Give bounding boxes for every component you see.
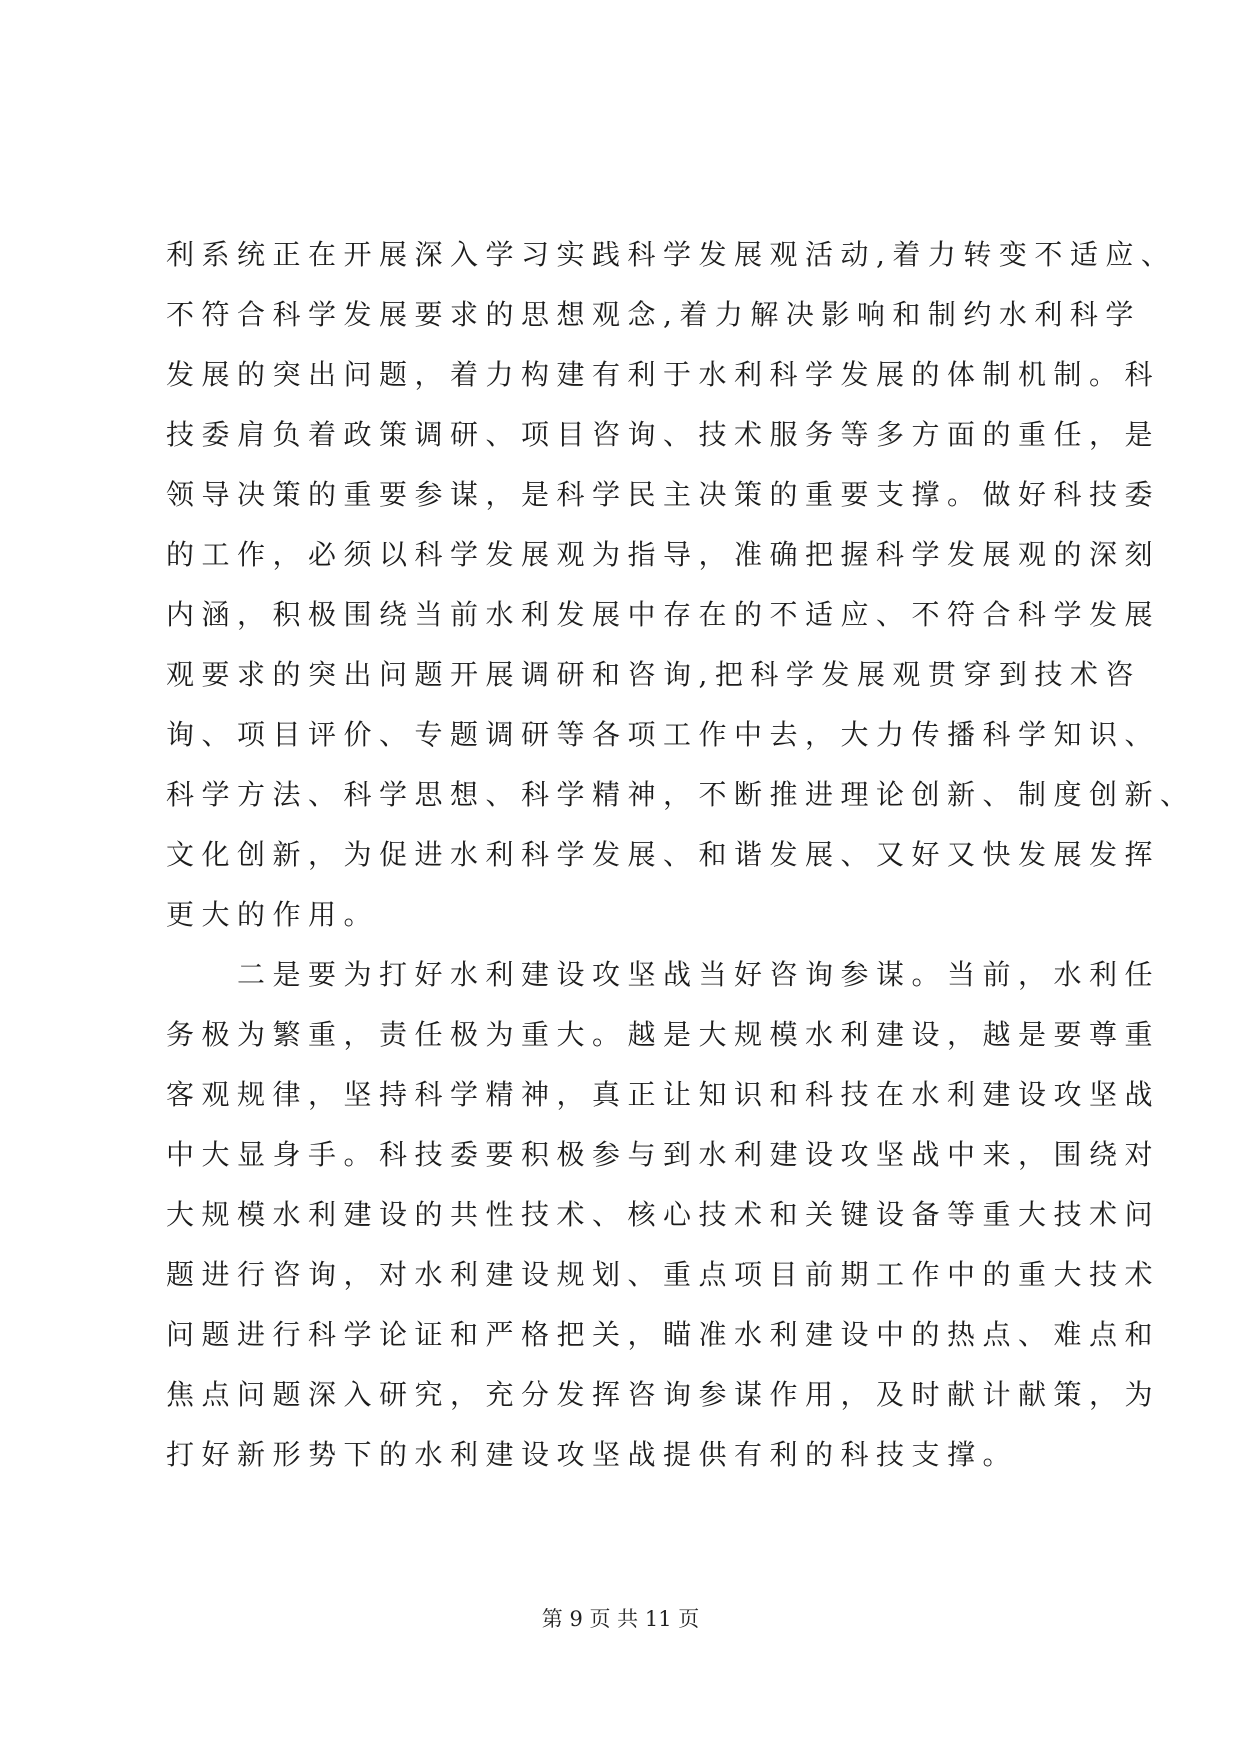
text-line: 内涵，积极围绕当前水利发展中存在的不适应、不符合科学发展 [166, 598, 1161, 631]
text-line: 务极为繁重，责任极为重大。越是大规模水利建设，越是要尊重 [166, 1018, 1161, 1051]
text-line: 中大显身手。科技委要积极参与到水利建设攻坚战中来，围绕对 [166, 1138, 1161, 1171]
text-line: 科学方法、科学思想、科学精神，不断推进理论创新、制度创新、 [166, 778, 1196, 811]
text-line: 问题进行科学论证和严格把关，瞄准水利建设中的热点、难点和 [166, 1318, 1161, 1351]
text-line: 打好新形势下的水利建设攻坚战提供有利的科技支撑。 [166, 1438, 1019, 1471]
text-line: 不符合科学发展要求的思想观念,着力解决影响和制约水利科学 [166, 298, 1141, 331]
text-line: 更大的作用。 [166, 898, 380, 931]
text-line: 发展的突出问题，着力构建有利于水利科学发展的体制机制。科 [166, 358, 1161, 391]
text-line: 文化创新，为促进水利科学发展、和谐发展、又好又快发展发挥 [166, 838, 1161, 871]
text-line: 询、项目评价、专题调研等各项工作中去，大力传播科学知识、 [166, 718, 1161, 751]
text-line: 利系统正在开展深入学习实践科学发展观活动,着力转变不适应、 [166, 238, 1177, 271]
text-line: 客观规律，坚持科学精神，真正让知识和科技在水利建设攻坚战 [166, 1078, 1161, 1111]
text-line: 焦点问题深入研究，充分发挥咨询参谋作用，及时献计献策，为 [166, 1378, 1161, 1411]
paragraph-first-line: 二是要为打好水利建设攻坚战当好咨询参谋。当前，水利任 [237, 958, 1161, 991]
text-line: 领导决策的重要参谋，是科学民主决策的重要支撑。做好科技委 [166, 478, 1161, 511]
text-line: 的工作，必须以科学发展观为指导，准确把握科学发展观的深刻 [166, 538, 1161, 571]
text-line: 观要求的突出问题开展调研和咨询,把科学发展观贯穿到技术咨 [166, 658, 1141, 691]
page-number-footer: 第 9 页 共 11 页 [541, 1607, 700, 1631]
text-line: 技委肩负着政策调研、项目咨询、技术服务等多方面的重任，是 [166, 418, 1161, 451]
text-line: 题进行咨询，对水利建设规划、重点项目前期工作中的重大技术 [166, 1258, 1161, 1291]
text-line: 大规模水利建设的共性技术、核心技术和关键设备等重大技术问 [166, 1198, 1161, 1231]
